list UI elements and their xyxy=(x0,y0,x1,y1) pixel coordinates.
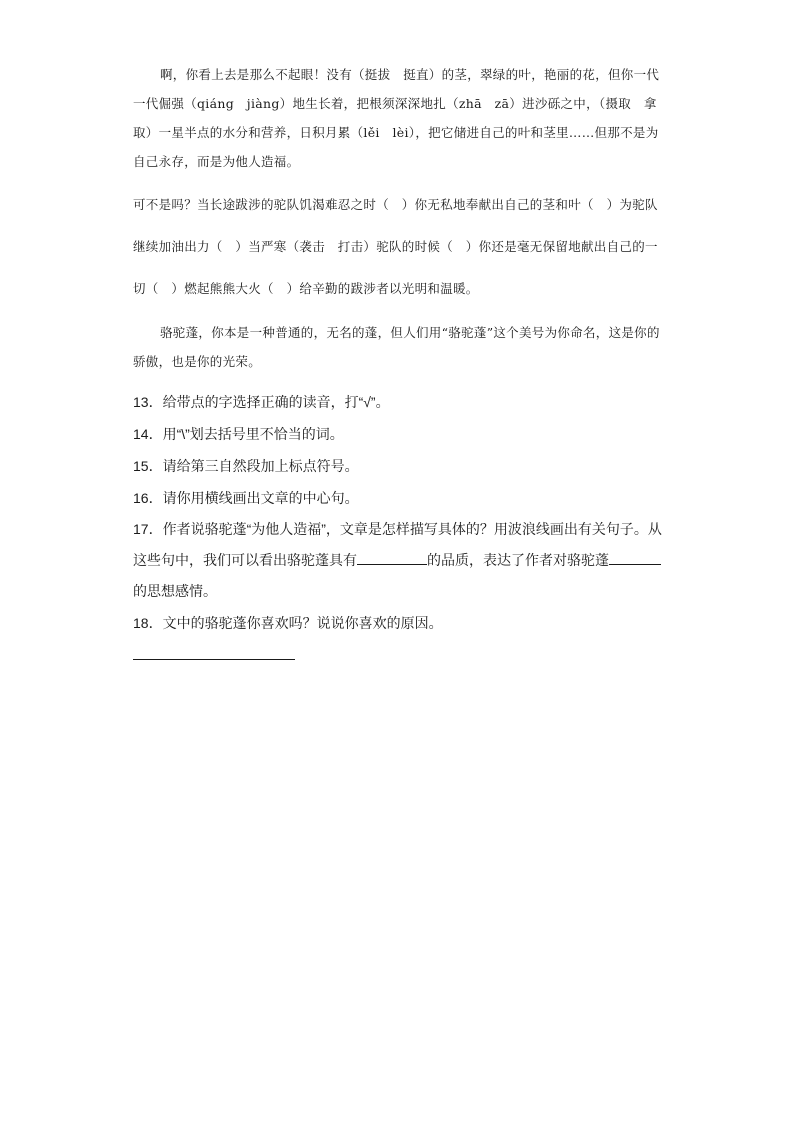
passage-paragraph-1: 啊，你看上去是那么不起眼！没有（挺拔 挺直）的茎，翠绿的叶，艳丽的花，但你一代一代倔强（qiáng jiàng）地生长着，把根须深深地扎（zhā zā）进沙砾之中，（摄取 拿取）一星半点的水分和营养，日积月累（lěi lèi），把它储进自己的叶和茎里……但那不是为自己永存，而是为他人造福。 xyxy=(133,67,660,169)
answer-blank-quality[interactable] xyxy=(357,550,427,565)
question-15: 15．请给第三自然段加上标点符号。 xyxy=(133,458,359,474)
passage-paragraph-3: 骆驼蓬，你本是一种普通的，无名的蓬，但人们用“骆驼蓬”这个美号为你命名，这是你的骄傲，也是你的光荣。 xyxy=(133,325,660,369)
question-list xyxy=(133,386,663,660)
question-17-text-1: 17．作者说骆驼蓬“为他人造福”，文章是怎样描写具体的？用波浪线画出有关句子。从这些句中，我们可以看出骆驼蓬具有 xyxy=(133,521,662,568)
question-17-text-3: 的思想感情。 xyxy=(133,583,217,599)
question-16: 16．请你用横线画出文章的中心句。 xyxy=(133,490,359,506)
question-17-text-2: 的品质，表达了作者对骆驼蓬 xyxy=(427,552,609,568)
question-14: 14．用“\”划去括号里不恰当的词。 xyxy=(133,426,344,442)
question-18: 18．文中的骆驼蓬你喜欢吗？说说你喜欢的原因。 xyxy=(133,615,443,631)
answer-blank-feeling[interactable] xyxy=(609,550,661,565)
worksheet-page xyxy=(133,60,663,660)
question-17 xyxy=(133,514,663,607)
question-13: 13．给带点的字选择正确的读音，打“√”。 xyxy=(133,394,390,410)
answer-line-18[interactable] xyxy=(133,659,295,660)
passage-paragraph-2: 可不是吗？当长途跋涉的驼队饥渴难忍之时（ ）你无私地奉献出自己的茎和叶（ ）为驼队继续加油出力（ ）当严寒（袭击 打击）驼队的时候（ ）你还是毫无保留地献出自己的一切（ ）燃起熊熊大火（ ）给辛勤的跋涉者以光明和温暖。 xyxy=(133,197,658,296)
